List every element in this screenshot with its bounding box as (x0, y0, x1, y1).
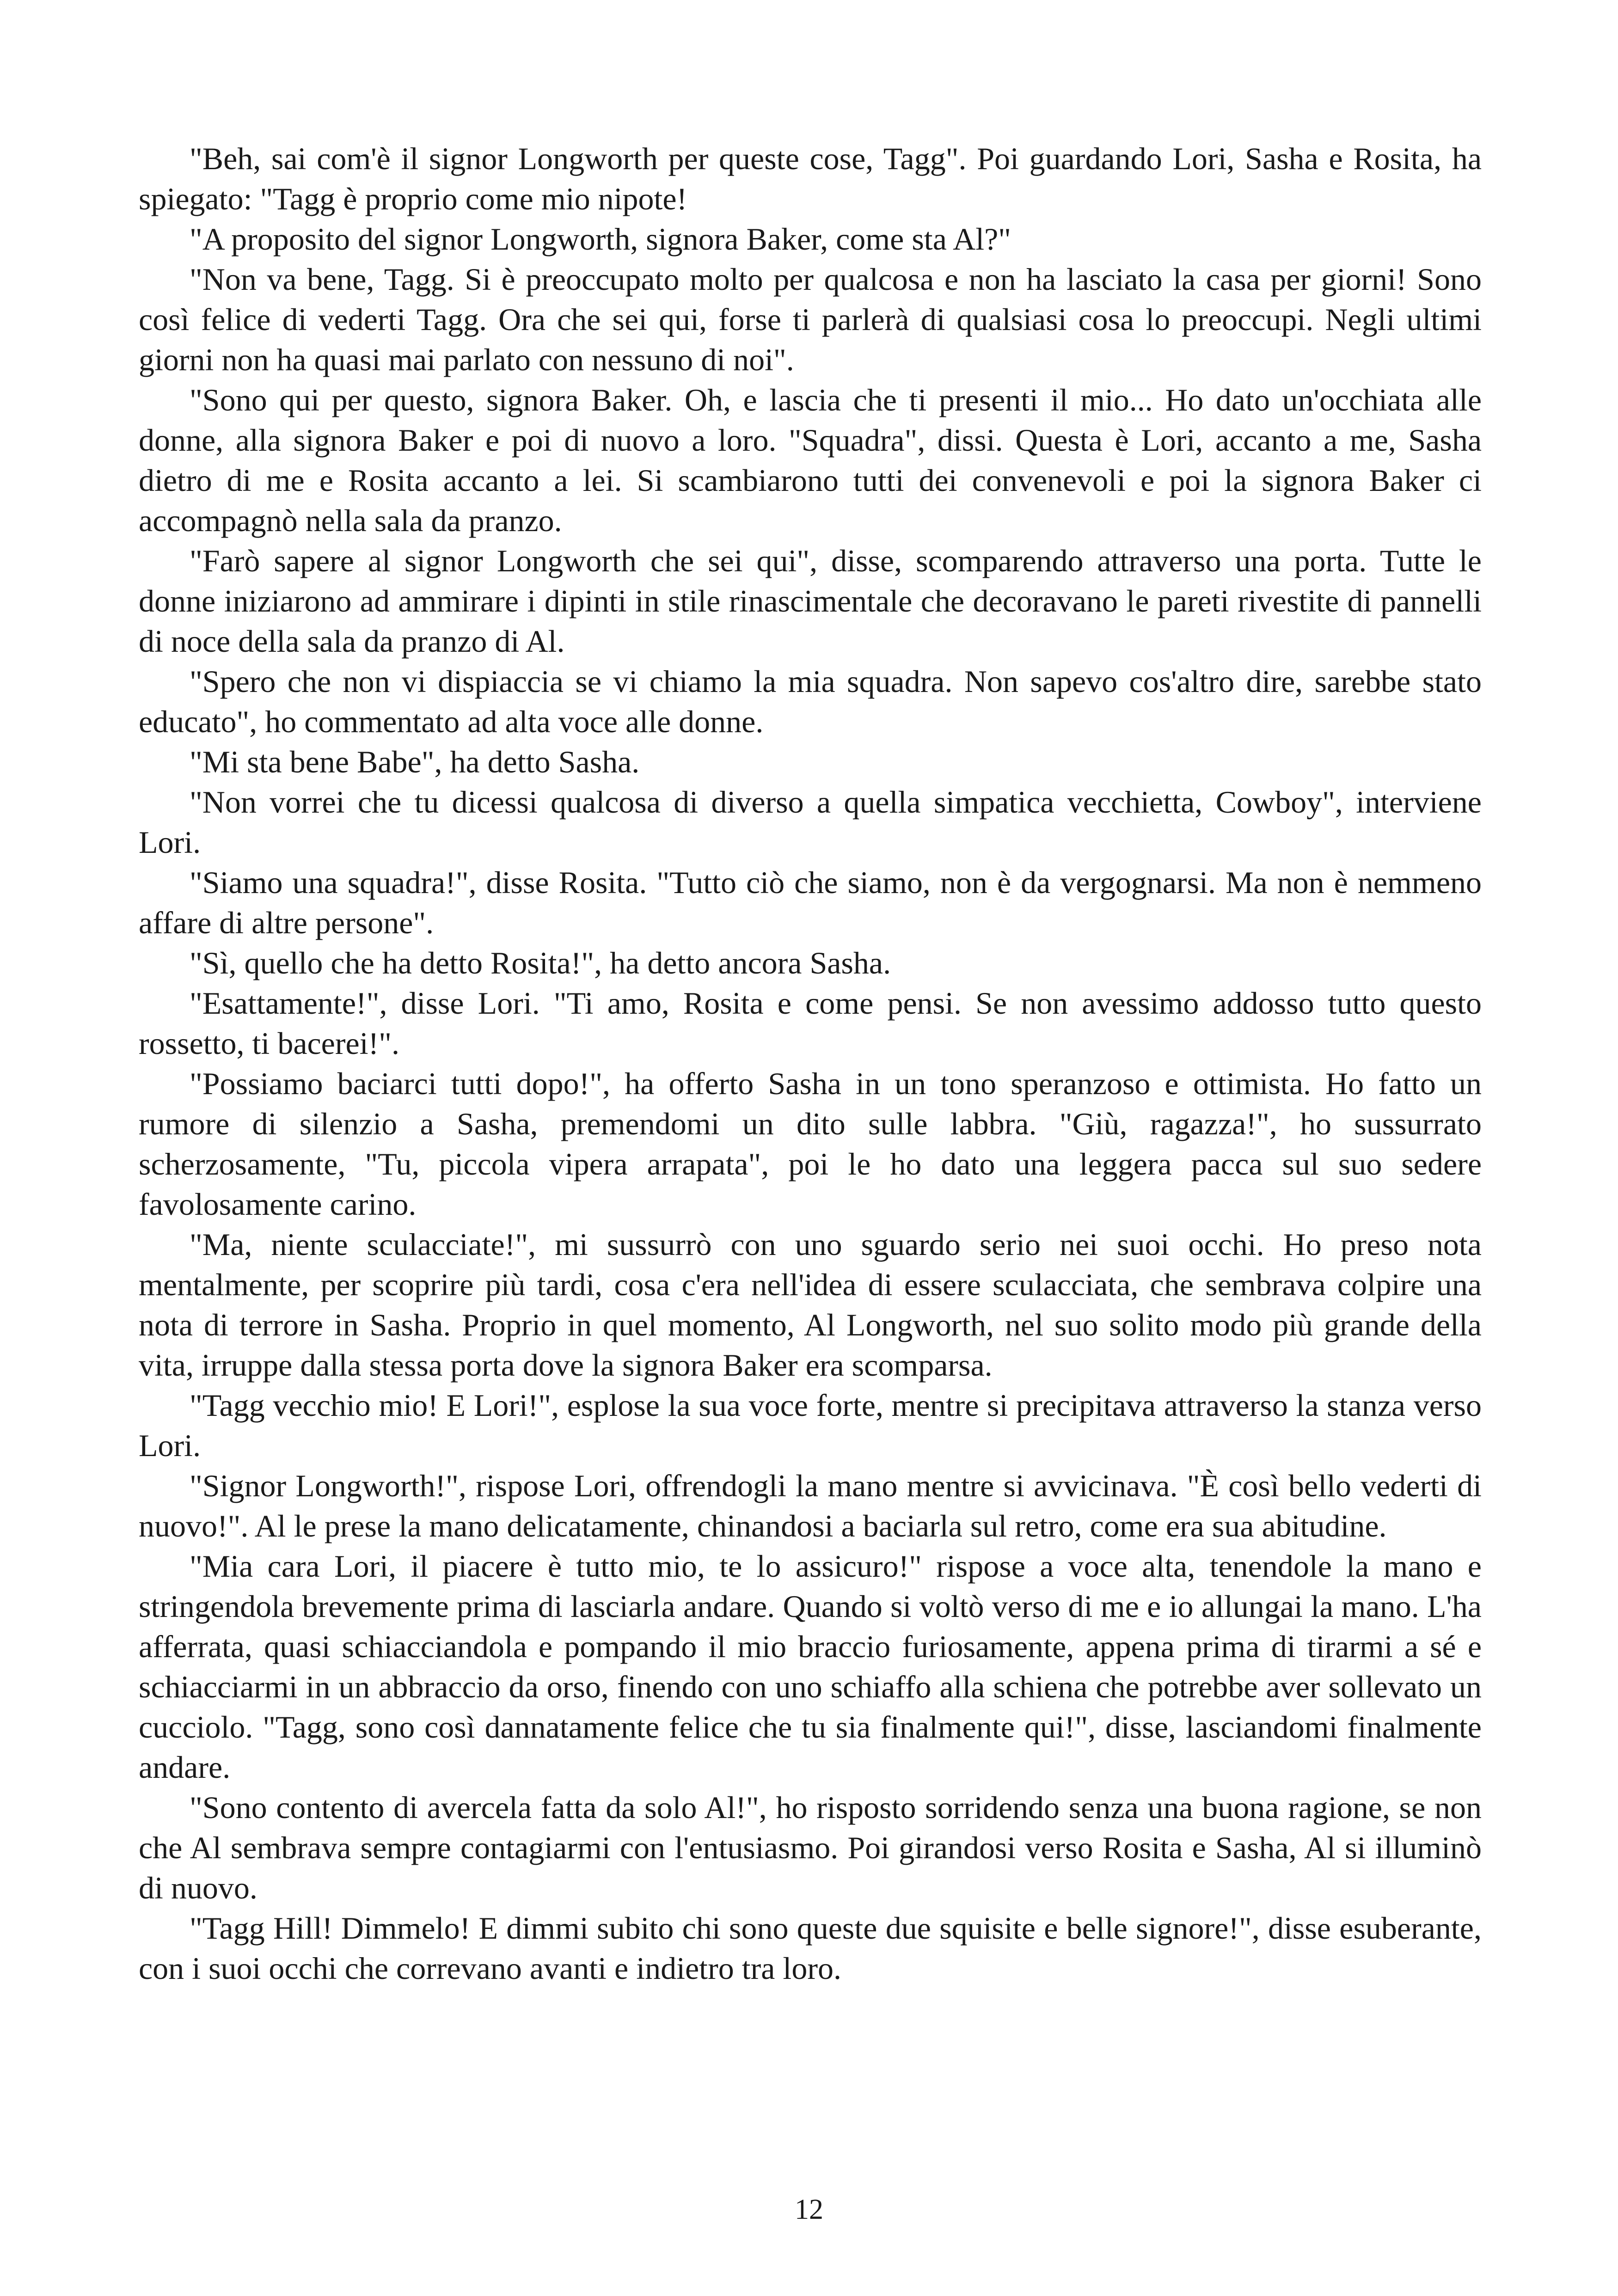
paragraph: "Ma, niente sculacciate!", mi sussurrò con uno sguardo serio nei suoi occhi. Ho preso nota mentalmente, per scoprire più tardi, cosa c'era nell'idea di essere sculacciata, che sembrava colpire una nota di terrore in Sasha. Proprio in quel momento, Al Longworth, nel suo solito modo più grande della vita, irruppe dalla stessa porta dove la signora Baker era scomparsa. (139, 1227, 1482, 1383)
paragraph: "Non vorrei che tu dicessi qualcosa di diverso a quella simpatica vecchietta, Cowboy", interviene Lori. (139, 784, 1482, 860)
paragraph: "Tagg Hill! Dimmelo! E dimmi subito chi sono queste due squisite e belle signore!", disse esuberante, con i suoi occhi che correvano avanti e indietro tra loro. (139, 1910, 1482, 1986)
paragraph: "Signor Longworth!", rispose Lori, offrendogli la mano mentre si avvicinava. "È così bello vederti di nuovo!". Al le prese la mano delicatamente, chinandosi a baciarla sul retro, come era sua abitudine. (139, 1468, 1482, 1543)
paragraph: "Mi sta bene Babe", ha detto Sasha. (190, 744, 640, 779)
paragraph: "Tagg vecchio mio! E Lori!", esplose la sua voce forte, mentre si precipitava attraverso la stanza verso Lori. (139, 1388, 1482, 1463)
paragraph: "Siamo una squadra!", disse Rosita. "Tutto ciò che siamo, non è da vergognarsi. Ma non è nemmeno affare di altre persone". (139, 865, 1482, 940)
paragraph: "Spero che non vi dispiaccia se vi chiamo la mia squadra. Non sapevo cos'altro dire, sarebbe stato educato", ho commentato ad alta voce alle donne. (139, 664, 1482, 739)
paragraph: "Mia cara Lori, il piacere è tutto mio, te lo assicuro!" rispose a voce alta, tenendole la mano e stringendola brevemente prima di lasciarla andare. Quando si voltò verso di me e io allungai la mano. L'ha afferrata, quasi schiacciandola e pompando il mio braccio furiosamente, appena prima di tirarmi a sé e schiacciarmi in un abbraccio da orso, finendo con uno schiaffo alla schiena che potrebbe aver sollevato un cucciolo. "Tagg, sono così dannatamente felice che tu sia finalmente qui!", disse, lasciandomi finalmente andare. (139, 1549, 1482, 1785)
paragraph: "Non va bene, Tagg. Si è preoccupato molto per qualcosa e non ha lasciato la casa per giorni! Sono così felice di vederti Tagg. Ora che sei qui, forse ti parlerà di qualsiasi cosa lo preoccupi. Negli ultimi giorni non ha quasi mai parlato con nessuno di noi". (139, 262, 1482, 377)
paragraph: "Sono contento di avercela fatta da solo Al!", ho risposto sorridendo senza una buona ragione, se non che Al sembrava sempre contagiarmi con l'entusiasmo. Poi girandosi verso Rosita e Sasha, Al si illuminò di nuovo. (139, 1790, 1482, 1905)
paragraph: "Beh, sai com'è il signor Longworth per queste cose, Tagg". Poi guardando Lori, Sasha e Rosita, ha spiegato: "Tagg è proprio come mio nipote! (139, 141, 1482, 216)
paragraph: "Farò sapere al signor Longworth che sei qui", disse, scomparendo attraverso una porta. Tutte le donne iniziarono ad ammirare i dipinti in stile rinascimentale che decoravano le pareti rivestite di pannelli di noce della sala da pranzo di Al. (139, 543, 1482, 659)
paragraph: "Sono qui per questo, signora Baker. Oh, e lascia che ti presenti il mio... Ho dato un'occhiata alle donne, alla signora Baker e poi di nuovo a loro. "Squadra", dissi. Questa è Lori, accanto a me, Sasha dietro di me e Rosita accanto a lei. Si scambiarono tutti dei convenevoli e poi la signora Baker ci accompagnò nella sala da pranzo. (139, 382, 1482, 538)
paragraph: "Possiamo baciarci tutti dopo!", ha offerto Sasha in un tono speranzoso e ottimista. Ho fatto un rumore di silenzio a Sasha, premendomi un dito sulle labbra. "Giù, ragazza!", ho sussurrato scherzosamente, "Tu, piccola vipera arrapata", poi le ho dato una leggera pacca sul suo sedere favolosamente carino. (139, 1066, 1482, 1222)
paragraph: "Esattamente!", disse Lori. "Ti amo, Rosita e come pensi. Se non avessimo addosso tutto questo rossetto, ti bacerei!". (139, 986, 1482, 1061)
page-number: 12 (795, 2194, 823, 2225)
paragraph: "Sì, quello che ha detto Rosita!", ha detto ancora Sasha. (190, 945, 891, 980)
body-text (139, 139, 1482, 1989)
paragraph: "A proposito del signor Longworth, signora Baker, come sta Al?" (190, 221, 1011, 257)
